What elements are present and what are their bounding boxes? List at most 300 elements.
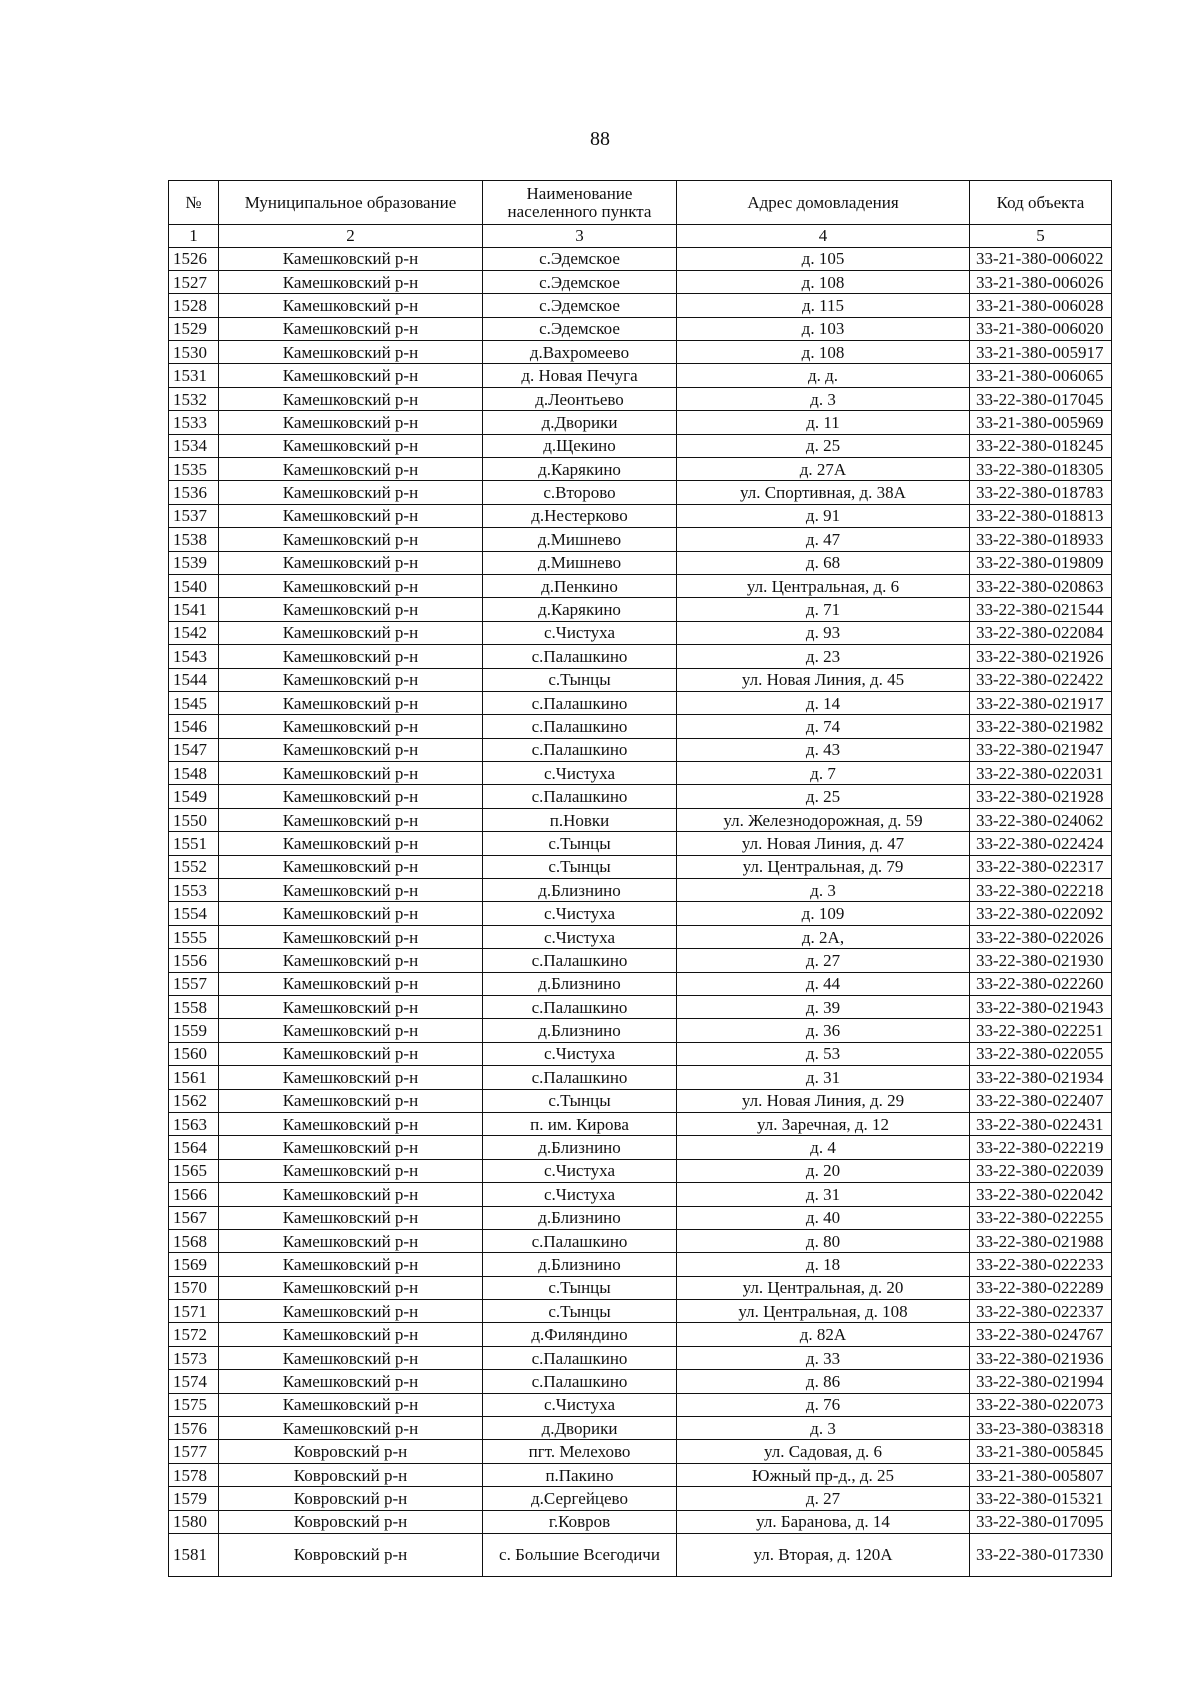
object-code-cell: 33-22-380-022251 — [970, 1019, 1112, 1042]
table-row — [169, 715, 1112, 738]
column-number: 1 — [169, 225, 219, 248]
table-row — [169, 1112, 1112, 1135]
row-number-cell: 1558 — [169, 996, 219, 1019]
table-row — [169, 528, 1112, 551]
table-row — [169, 668, 1112, 691]
settlement-cell: с.Палашкино — [483, 949, 677, 972]
object-code-cell: 33-22-380-015321 — [970, 1487, 1112, 1510]
address-cell: ул. Новая Линия, д. 29 — [677, 1089, 970, 1112]
column-number: 5 — [970, 225, 1112, 248]
municipality-cell: Камешковский р-н — [219, 949, 483, 972]
table-row — [169, 1136, 1112, 1159]
object-code-cell: 33-22-380-022073 — [970, 1393, 1112, 1416]
address-cell: д. 39 — [677, 996, 970, 1019]
municipality-cell: Камешковский р-н — [219, 762, 483, 785]
row-number-cell: 1548 — [169, 762, 219, 785]
header-object-code: Код объекта — [970, 181, 1112, 225]
row-number-cell: 1544 — [169, 668, 219, 691]
address-cell: д. 80 — [677, 1229, 970, 1252]
table-row — [169, 1229, 1112, 1252]
municipality-cell: Камешковский р-н — [219, 434, 483, 457]
address-cell: ул. Вторая, д. 120А — [677, 1533, 970, 1576]
object-code-cell: 33-22-380-018933 — [970, 528, 1112, 551]
settlement-cell: с.Эдемское — [483, 317, 677, 340]
municipality-cell: Ковровский р-н — [219, 1440, 483, 1463]
table-row — [169, 1253, 1112, 1276]
address-cell: д. 105 — [677, 247, 970, 270]
address-cell: д. 86 — [677, 1370, 970, 1393]
row-number-cell: 1547 — [169, 738, 219, 761]
table-row — [169, 1019, 1112, 1042]
settlement-cell: с.Эдемское — [483, 247, 677, 270]
settlement-cell: п. им. Кирова — [483, 1112, 677, 1135]
address-cell: д. 74 — [677, 715, 970, 738]
row-number-cell: 1526 — [169, 247, 219, 270]
row-number-cell: 1555 — [169, 925, 219, 948]
row-number-cell: 1532 — [169, 387, 219, 410]
table-header — [169, 181, 1112, 248]
object-code-cell: 33-22-380-021544 — [970, 598, 1112, 621]
object-code-cell: 33-22-380-021994 — [970, 1370, 1112, 1393]
object-code-cell: 33-22-380-020863 — [970, 574, 1112, 597]
settlement-cell: с.Палашкино — [483, 1370, 677, 1393]
address-cell: д. 25 — [677, 785, 970, 808]
municipality-cell: Камешковский р-н — [219, 691, 483, 714]
municipality-cell: Ковровский р-н — [219, 1533, 483, 1576]
municipality-cell: Камешковский р-н — [219, 832, 483, 855]
table-row — [169, 434, 1112, 457]
address-cell: д. 25 — [677, 434, 970, 457]
table-row — [169, 1159, 1112, 1182]
table-row — [169, 481, 1112, 504]
settlement-cell: с.Палашкино — [483, 645, 677, 668]
object-code-cell: 33-22-380-024062 — [970, 808, 1112, 831]
settlement-cell: с.Чистуха — [483, 1159, 677, 1182]
address-cell: д. 82А — [677, 1323, 970, 1346]
municipality-cell: Камешковский р-н — [219, 341, 483, 364]
settlement-cell: с.Чистуха — [483, 1393, 677, 1416]
row-number-cell: 1527 — [169, 270, 219, 293]
settlement-cell: с.Чистуха — [483, 925, 677, 948]
row-number-cell: 1580 — [169, 1510, 219, 1533]
object-code-cell: 33-22-380-022055 — [970, 1042, 1112, 1065]
address-cell: д. 18 — [677, 1253, 970, 1276]
object-code-cell: 33-22-380-018813 — [970, 504, 1112, 527]
municipality-cell: Ковровский р-н — [219, 1487, 483, 1510]
settlement-cell: с.Тынцы — [483, 1300, 677, 1323]
object-code-cell: 33-22-380-021982 — [970, 715, 1112, 738]
object-code-cell: 33-22-380-021926 — [970, 645, 1112, 668]
row-number-cell: 1575 — [169, 1393, 219, 1416]
address-cell: д. 31 — [677, 1183, 970, 1206]
address-cell: д. 36 — [677, 1019, 970, 1042]
municipality-cell: Камешковский р-н — [219, 387, 483, 410]
table-row — [169, 551, 1112, 574]
row-number-cell: 1578 — [169, 1463, 219, 1486]
settlement-cell: с.Тынцы — [483, 668, 677, 691]
table-row — [169, 879, 1112, 902]
table-row — [169, 294, 1112, 317]
municipality-cell: Камешковский р-н — [219, 528, 483, 551]
row-number-cell: 1573 — [169, 1346, 219, 1369]
settlement-cell: с.Палашкино — [483, 691, 677, 714]
row-number-cell: 1546 — [169, 715, 219, 738]
settlement-cell: д.Мишнево — [483, 551, 677, 574]
object-code-cell: 33-22-380-022424 — [970, 832, 1112, 855]
table-row — [169, 738, 1112, 761]
row-number-cell: 1552 — [169, 855, 219, 878]
municipality-cell: Камешковский р-н — [219, 1417, 483, 1440]
municipality-cell: Ковровский р-н — [219, 1510, 483, 1533]
object-code-cell: 33-22-380-022092 — [970, 902, 1112, 925]
settlement-cell: с.Тынцы — [483, 1089, 677, 1112]
settlement-cell: д.Близнино — [483, 1136, 677, 1159]
object-code-cell: 33-22-380-022422 — [970, 668, 1112, 691]
settlement-cell: д.Сергейцево — [483, 1487, 677, 1510]
table-row — [169, 247, 1112, 270]
address-cell: Южный пр-д., д. 25 — [677, 1463, 970, 1486]
table-row — [169, 1323, 1112, 1346]
table-row — [169, 1089, 1112, 1112]
address-cell: д. 20 — [677, 1159, 970, 1182]
row-number-cell: 1531 — [169, 364, 219, 387]
row-number-cell: 1553 — [169, 879, 219, 902]
object-code-cell: 33-22-380-019809 — [970, 551, 1112, 574]
municipality-cell: Камешковский р-н — [219, 1323, 483, 1346]
municipality-cell: Камешковский р-н — [219, 1089, 483, 1112]
municipality-cell: Камешковский р-н — [219, 1136, 483, 1159]
object-code-cell: 33-22-380-018783 — [970, 481, 1112, 504]
table-row — [169, 691, 1112, 714]
address-cell: д. 47 — [677, 528, 970, 551]
object-code-cell: 33-22-380-022289 — [970, 1276, 1112, 1299]
object-code-cell: 33-22-380-022233 — [970, 1253, 1112, 1276]
settlement-cell: с.Палашкино — [483, 1346, 677, 1369]
row-number-cell: 1534 — [169, 434, 219, 457]
settlement-cell: д.Дворики — [483, 1417, 677, 1440]
row-number-cell: 1541 — [169, 598, 219, 621]
settlement-cell: д.Близнино — [483, 1253, 677, 1276]
row-number-cell: 1569 — [169, 1253, 219, 1276]
municipality-cell: Камешковский р-н — [219, 1370, 483, 1393]
object-code-cell: 33-21-380-006026 — [970, 270, 1112, 293]
row-number-cell: 1564 — [169, 1136, 219, 1159]
municipality-cell: Камешковский р-н — [219, 481, 483, 504]
settlement-cell: д.Нестерково — [483, 504, 677, 527]
settlement-cell: д.Близнино — [483, 879, 677, 902]
row-number-cell: 1557 — [169, 972, 219, 995]
municipality-cell: Камешковский р-н — [219, 1183, 483, 1206]
address-cell: д. 3 — [677, 1417, 970, 1440]
row-number-cell: 1528 — [169, 294, 219, 317]
table-row — [169, 411, 1112, 434]
settlement-cell: с.Второво — [483, 481, 677, 504]
column-number: 4 — [677, 225, 970, 248]
settlement-cell: с.Чистуха — [483, 1183, 677, 1206]
table-row — [169, 949, 1112, 972]
table-row — [169, 972, 1112, 995]
object-code-cell: 33-22-380-018245 — [970, 434, 1112, 457]
address-cell: д. 2А, — [677, 925, 970, 948]
row-number-cell: 1570 — [169, 1276, 219, 1299]
municipality-cell: Камешковский р-н — [219, 715, 483, 738]
table-row — [169, 1183, 1112, 1206]
table-row — [169, 762, 1112, 785]
row-number-cell: 1579 — [169, 1487, 219, 1510]
municipality-cell: Камешковский р-н — [219, 1019, 483, 1042]
table-row — [169, 1276, 1112, 1299]
object-code-cell: 33-22-380-021943 — [970, 996, 1112, 1019]
object-code-cell: 33-22-380-018305 — [970, 458, 1112, 481]
address-cell: ул. Садовая, д. 6 — [677, 1440, 970, 1463]
address-cell: д. д. — [677, 364, 970, 387]
settlement-cell: д.Близнино — [483, 1206, 677, 1229]
object-code-cell: 33-22-380-022260 — [970, 972, 1112, 995]
row-number-cell: 1550 — [169, 808, 219, 831]
object-code-cell: 33-22-380-022084 — [970, 621, 1112, 644]
municipality-cell: Камешковский р-н — [219, 1042, 483, 1065]
address-cell: ул. Центральная, д. 6 — [677, 574, 970, 597]
municipality-cell: Камешковский р-н — [219, 598, 483, 621]
settlement-cell: с.Палашкино — [483, 738, 677, 761]
table-row — [169, 902, 1112, 925]
table-row — [169, 1463, 1112, 1486]
row-number-cell: 1533 — [169, 411, 219, 434]
settlement-cell: п.Новки — [483, 808, 677, 831]
row-number-cell: 1581 — [169, 1533, 219, 1576]
table-row — [169, 645, 1112, 668]
table-row — [169, 808, 1112, 831]
object-code-cell: 33-22-380-022218 — [970, 879, 1112, 902]
address-cell: д. 43 — [677, 738, 970, 761]
settlement-cell: с.Эдемское — [483, 294, 677, 317]
row-number-cell: 1530 — [169, 341, 219, 364]
municipality-cell: Камешковский р-н — [219, 972, 483, 995]
address-cell: д. 93 — [677, 621, 970, 644]
object-code-cell: 33-22-380-017330 — [970, 1533, 1112, 1576]
object-code-cell: 33-22-380-021936 — [970, 1346, 1112, 1369]
row-number-cell: 1561 — [169, 1066, 219, 1089]
object-code-cell: 33-22-380-022317 — [970, 855, 1112, 878]
object-code-cell: 33-22-380-022337 — [970, 1300, 1112, 1323]
settlement-cell: д.Мишнево — [483, 528, 677, 551]
object-code-cell: 33-21-380-006020 — [970, 317, 1112, 340]
object-code-cell: 33-22-380-022431 — [970, 1112, 1112, 1135]
object-code-cell: 33-22-380-022026 — [970, 925, 1112, 948]
settlement-cell: д.Вахромеево — [483, 341, 677, 364]
municipality-cell: Камешковский р-н — [219, 1253, 483, 1276]
table-row — [169, 270, 1112, 293]
municipality-cell: Камешковский р-н — [219, 270, 483, 293]
municipality-cell: Камешковский р-н — [219, 1300, 483, 1323]
row-number-cell: 1572 — [169, 1323, 219, 1346]
settlement-cell: с.Тынцы — [483, 832, 677, 855]
municipality-cell: Камешковский р-н — [219, 668, 483, 691]
municipality-cell: Камешковский р-н — [219, 785, 483, 808]
settlement-cell: д.Леонтьево — [483, 387, 677, 410]
address-cell: д. 108 — [677, 270, 970, 293]
municipality-cell: Камешковский р-н — [219, 996, 483, 1019]
object-code-cell: 33-22-380-021930 — [970, 949, 1112, 972]
table-row — [169, 574, 1112, 597]
address-cell: ул. Центральная, д. 20 — [677, 1276, 970, 1299]
object-code-cell: 33-21-380-005917 — [970, 341, 1112, 364]
address-cell: д. 4 — [677, 1136, 970, 1159]
municipality-cell: Камешковский р-н — [219, 1112, 483, 1135]
row-number-cell: 1556 — [169, 949, 219, 972]
settlement-cell: с.Палашкино — [483, 1066, 677, 1089]
object-code-cell: 33-21-380-006028 — [970, 294, 1112, 317]
address-cell: д. 3 — [677, 879, 970, 902]
address-cell: д. 27 — [677, 949, 970, 972]
row-number-cell: 1535 — [169, 458, 219, 481]
page-number: 88 — [590, 128, 610, 150]
municipality-cell: Камешковский р-н — [219, 1206, 483, 1229]
table-row — [169, 364, 1112, 387]
address-cell: ул. Центральная, д. 79 — [677, 855, 970, 878]
table-row — [169, 996, 1112, 1019]
address-cell: д. 103 — [677, 317, 970, 340]
object-code-cell: 33-22-380-017045 — [970, 387, 1112, 410]
municipality-cell: Камешковский р-н — [219, 855, 483, 878]
object-code-cell: 33-21-380-006022 — [970, 247, 1112, 270]
municipality-cell: Камешковский р-н — [219, 247, 483, 270]
row-number-cell: 1577 — [169, 1440, 219, 1463]
row-number-cell: 1536 — [169, 481, 219, 504]
object-code-cell: 33-22-380-022031 — [970, 762, 1112, 785]
row-number-cell: 1538 — [169, 528, 219, 551]
address-cell: д. 71 — [677, 598, 970, 621]
row-number-cell: 1576 — [169, 1417, 219, 1440]
address-cell: ул. Железнодорожная, д. 59 — [677, 808, 970, 831]
object-code-cell: 33-21-380-005807 — [970, 1463, 1112, 1486]
table-row — [169, 458, 1112, 481]
settlement-cell: д.Близнино — [483, 1019, 677, 1042]
table-row — [169, 1533, 1112, 1576]
municipality-cell: Камешковский р-н — [219, 902, 483, 925]
registry-table — [168, 180, 1112, 1577]
municipality-cell: Камешковский р-н — [219, 808, 483, 831]
table-row — [169, 504, 1112, 527]
object-code-cell: 33-22-380-021917 — [970, 691, 1112, 714]
row-number-cell: 1529 — [169, 317, 219, 340]
row-number-cell: 1560 — [169, 1042, 219, 1065]
address-cell: д. 68 — [677, 551, 970, 574]
object-code-cell: 33-21-380-005969 — [970, 411, 1112, 434]
table-row — [169, 1487, 1112, 1510]
row-number-cell: 1568 — [169, 1229, 219, 1252]
address-cell: д. 53 — [677, 1042, 970, 1065]
row-number-cell: 1565 — [169, 1159, 219, 1182]
address-cell: ул. Спортивная, д. 38А — [677, 481, 970, 504]
address-cell: д. 27 — [677, 1487, 970, 1510]
row-number-cell: 1537 — [169, 504, 219, 527]
table-row — [169, 1393, 1112, 1416]
row-number-cell: 1566 — [169, 1183, 219, 1206]
municipality-cell: Камешковский р-н — [219, 1229, 483, 1252]
object-code-cell: 33-22-380-017095 — [970, 1510, 1112, 1533]
row-number-cell: 1545 — [169, 691, 219, 714]
address-cell: д. 14 — [677, 691, 970, 714]
municipality-cell: Камешковский р-н — [219, 1393, 483, 1416]
settlement-cell: г.Ковров — [483, 1510, 677, 1533]
settlement-cell: с.Палашкино — [483, 785, 677, 808]
header-address: Адрес домовладения — [677, 181, 970, 225]
object-code-cell: 33-22-380-022039 — [970, 1159, 1112, 1182]
address-cell: д. 11 — [677, 411, 970, 434]
municipality-cell: Камешковский р-н — [219, 645, 483, 668]
object-code-cell: 33-23-380-038318 — [970, 1417, 1112, 1440]
settlement-cell: д.Щекино — [483, 434, 677, 457]
address-cell: ул. Новая Линия, д. 45 — [677, 668, 970, 691]
object-code-cell: 33-22-380-021947 — [970, 738, 1112, 761]
table-row — [169, 785, 1112, 808]
table-row — [169, 1440, 1112, 1463]
header-settlement: Наименование населенного пункта — [483, 181, 677, 225]
column-number-row — [169, 225, 1112, 248]
municipality-cell: Камешковский р-н — [219, 1159, 483, 1182]
settlement-cell: д.Пенкино — [483, 574, 677, 597]
municipality-cell: Камешковский р-н — [219, 574, 483, 597]
municipality-cell: Камешковский р-н — [219, 879, 483, 902]
object-code-cell: 33-22-380-024767 — [970, 1323, 1112, 1346]
municipality-cell: Камешковский р-н — [219, 1066, 483, 1089]
settlement-cell: д. Новая Печуга — [483, 364, 677, 387]
settlement-cell: д.Карякино — [483, 458, 677, 481]
settlement-cell: д.Близнино — [483, 972, 677, 995]
municipality-cell: Камешковский р-н — [219, 738, 483, 761]
table-row — [169, 855, 1112, 878]
address-cell: д. 33 — [677, 1346, 970, 1369]
address-cell: д. 31 — [677, 1066, 970, 1089]
header-number: № — [169, 181, 219, 225]
table-row — [169, 1510, 1112, 1533]
object-code-cell: 33-22-380-021934 — [970, 1066, 1112, 1089]
table-row — [169, 1042, 1112, 1065]
municipality-cell: Камешковский р-н — [219, 551, 483, 574]
object-code-cell: 33-21-380-006065 — [970, 364, 1112, 387]
address-cell: д. 27А — [677, 458, 970, 481]
address-cell: ул. Центральная, д. 108 — [677, 1300, 970, 1323]
row-number-cell: 1539 — [169, 551, 219, 574]
address-cell: д. 108 — [677, 341, 970, 364]
object-code-cell: 33-22-380-022407 — [970, 1089, 1112, 1112]
settlement-cell: с.Палашкино — [483, 715, 677, 738]
column-number: 2 — [219, 225, 483, 248]
row-number-cell: 1562 — [169, 1089, 219, 1112]
row-number-cell: 1542 — [169, 621, 219, 644]
address-cell: д. 23 — [677, 645, 970, 668]
settlement-cell: с.Тынцы — [483, 1276, 677, 1299]
header-municipality: Муниципальное образование — [219, 181, 483, 225]
address-cell: д. 40 — [677, 1206, 970, 1229]
address-cell: д. 115 — [677, 294, 970, 317]
row-number-cell: 1549 — [169, 785, 219, 808]
table-row — [169, 1417, 1112, 1440]
municipality-cell: Камешковский р-н — [219, 458, 483, 481]
address-cell: д. 91 — [677, 504, 970, 527]
row-number-cell: 1554 — [169, 902, 219, 925]
table-row — [169, 925, 1112, 948]
table-row — [169, 387, 1112, 410]
table-row — [169, 1300, 1112, 1323]
settlement-cell: с.Тынцы — [483, 855, 677, 878]
row-number-cell: 1571 — [169, 1300, 219, 1323]
row-number-cell: 1559 — [169, 1019, 219, 1042]
settlement-cell: с.Чистуха — [483, 762, 677, 785]
row-number-cell: 1551 — [169, 832, 219, 855]
settlement-cell: д.Карякино — [483, 598, 677, 621]
